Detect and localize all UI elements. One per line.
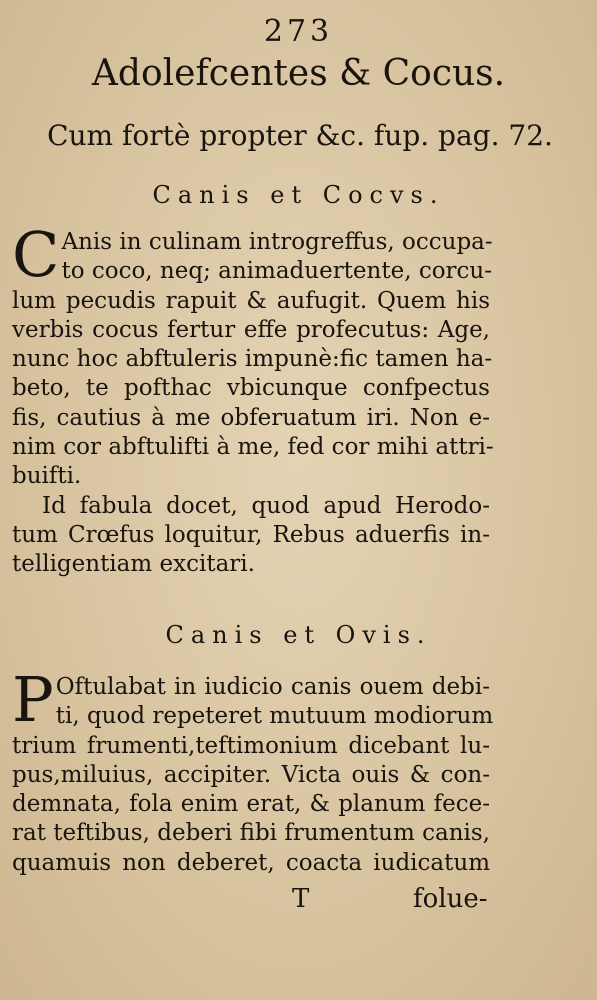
- cross-reference: Cum fortè propter &c. fup. pag. 72.: [47, 119, 553, 152]
- moral-line: Id fabula docet, quod apud Herodo-: [42, 492, 490, 519]
- text-line: rat teftibus, deberi fibi frumentum canis,: [12, 820, 490, 847]
- moral-line: tum Crœfus loquitur, Rebus aduerfis in-: [12, 521, 490, 548]
- catchword: folue-: [413, 884, 488, 914]
- text-line: pus,miluius, accipiter. Victa ouis & con-: [12, 761, 490, 788]
- fable-text-canis-et-ovis: [12, 663, 494, 878]
- fable-heading-canis-et-ovis: Canis et Ovis.: [165, 621, 432, 649]
- text-line: verbis cocus fertur effe profecutus: Age,: [12, 316, 490, 343]
- text-line: demnata, fola enim erat, & planum fece-: [12, 791, 490, 818]
- text-line: buifti.: [12, 463, 82, 490]
- text-line: nim cor abftulifti à me, fed cor mihi attri-: [12, 434, 494, 461]
- page-footer: [0, 882, 597, 916]
- signature-mark: T: [292, 884, 310, 914]
- text-line: quamuis non deberet, coacta iudicatum: [12, 849, 490, 876]
- fable-text-canis-et-cocus: [12, 218, 494, 580]
- moral-line: telligentiam excitari.: [12, 551, 255, 578]
- drop-cap: C: [12, 218, 60, 291]
- text-line: lum pecudis rapuit & aufugit. Quem his: [12, 287, 490, 314]
- text-line: ti, quod repeteret mutuum modiorum: [55, 703, 494, 730]
- fable-heading-canis-et-cocus: Canis et Cocvs.: [152, 181, 445, 209]
- text-line: Oftulabat in iudicio canis ouem debi-: [55, 674, 490, 700]
- text-line: fis, cautius à me obferuatum iri. Non e-: [12, 404, 490, 431]
- text-line: Anis in culinam introgreffus, occupa-: [61, 229, 493, 255]
- text-line: beto, te pofthac vbicunque confpectus: [12, 375, 490, 402]
- text-line: nunc hoc abftuleris impunè:fic tamen ha-: [12, 346, 493, 373]
- running-title: Adolefcentes & Cocus.: [91, 53, 506, 94]
- text-line: trium frumenti,teftimonium dicebant lu-: [12, 732, 490, 759]
- text-line: to coco, neq; animaduertente, corcu-: [61, 258, 493, 285]
- drop-cap: P: [12, 663, 54, 736]
- page-number: 273: [263, 14, 334, 49]
